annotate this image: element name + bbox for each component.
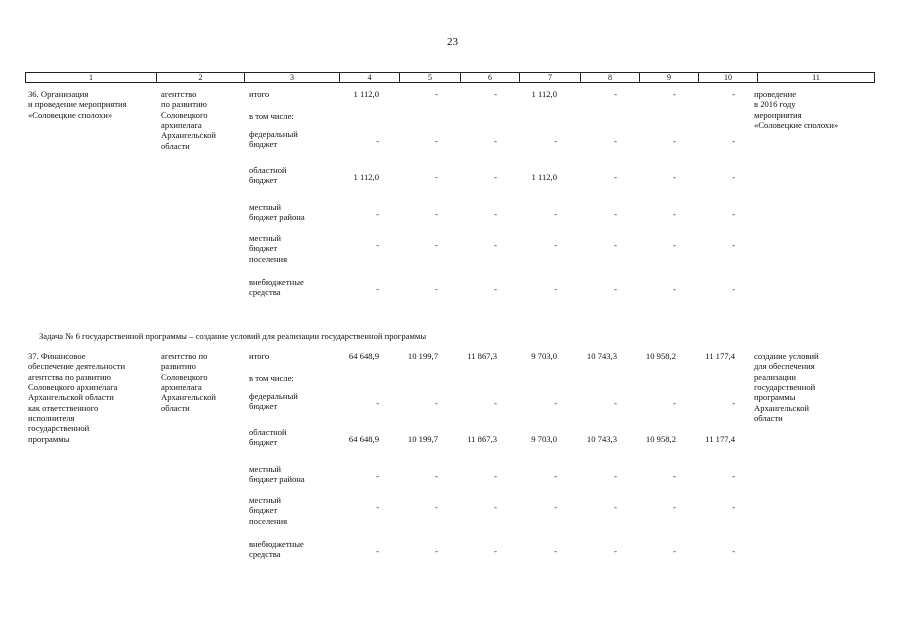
funding-value: - bbox=[435, 89, 438, 99]
funding-value: - bbox=[554, 398, 557, 408]
funding-value: - bbox=[435, 240, 438, 250]
funding-source-label: местный бюджет района bbox=[249, 202, 305, 223]
funding-value: 11 867,3 bbox=[467, 351, 497, 361]
column-number: 11 bbox=[758, 73, 875, 83]
funding-value: 1 112,0 bbox=[531, 89, 557, 99]
column-number: 3 bbox=[245, 73, 340, 83]
funding-value: - bbox=[732, 240, 735, 250]
funding-value: - bbox=[673, 471, 676, 481]
funding-value: 10 958,2 bbox=[645, 434, 676, 444]
funding-value: - bbox=[376, 284, 379, 294]
funding-value: - bbox=[494, 546, 497, 556]
funding-value: - bbox=[614, 502, 617, 512]
funding-value: 11 177,4 bbox=[705, 351, 735, 361]
column-number: 10 bbox=[699, 73, 758, 83]
funding-value: - bbox=[554, 471, 557, 481]
funding-value: - bbox=[494, 398, 497, 408]
funding-value: - bbox=[435, 398, 438, 408]
funding-value: - bbox=[614, 136, 617, 146]
funding-value: - bbox=[494, 172, 497, 182]
column-number: 1 bbox=[26, 73, 157, 83]
funding-value: - bbox=[732, 209, 735, 219]
funding-value: 11 177,4 bbox=[705, 434, 735, 444]
funding-source-label: местный бюджет поселения bbox=[249, 233, 288, 264]
funding-value: 10 743,3 bbox=[586, 434, 617, 444]
funding-value: - bbox=[494, 284, 497, 294]
funding-value: - bbox=[435, 546, 438, 556]
funding-value: - bbox=[614, 240, 617, 250]
task-heading: Задача № 6 государственной программы – создание условий для реализации государственной программы bbox=[39, 331, 427, 341]
funding-value: 10 199,7 bbox=[407, 434, 438, 444]
funding-value: - bbox=[673, 209, 676, 219]
funding-value: - bbox=[614, 471, 617, 481]
funding-value: - bbox=[614, 89, 617, 99]
funding-value: - bbox=[376, 398, 379, 408]
funding-value: - bbox=[673, 172, 676, 182]
funding-value: - bbox=[494, 209, 497, 219]
funding-value: - bbox=[554, 209, 557, 219]
funding-value: - bbox=[376, 546, 379, 556]
column-number-header bbox=[25, 72, 875, 83]
funding-value: - bbox=[732, 398, 735, 408]
executor-name: агентство по развитию Соловецкого архипелага Архангельской области bbox=[161, 89, 216, 151]
funding-source-label: местный бюджет района bbox=[249, 464, 305, 485]
column-number: 9 bbox=[640, 73, 699, 83]
funding-value: - bbox=[554, 240, 557, 250]
funding-source-label: областной бюджет bbox=[249, 165, 287, 186]
funding-value: - bbox=[494, 89, 497, 99]
funding-value: - bbox=[614, 284, 617, 294]
funding-value: 11 867,3 bbox=[467, 434, 497, 444]
executor-name: агентство по развитию Соловецкого архипелага Архангельской области bbox=[161, 351, 216, 413]
funding-value: - bbox=[435, 209, 438, 219]
funding-value: - bbox=[435, 284, 438, 294]
funding-value: - bbox=[376, 240, 379, 250]
funding-value: - bbox=[494, 502, 497, 512]
column-number: 4 bbox=[340, 73, 400, 83]
funding-value: - bbox=[732, 172, 735, 182]
funding-value: - bbox=[732, 136, 735, 146]
funding-value: 9 703,0 bbox=[531, 351, 557, 361]
funding-source-label: местный бюджет поселения bbox=[249, 495, 288, 526]
funding-value: 1 112,0 bbox=[353, 172, 379, 182]
column-number: 6 bbox=[461, 73, 520, 83]
funding-value: 9 703,0 bbox=[531, 434, 557, 444]
funding-value: - bbox=[673, 502, 676, 512]
funding-value: - bbox=[435, 136, 438, 146]
funding-value: - bbox=[494, 136, 497, 146]
funding-value: - bbox=[673, 136, 676, 146]
funding-value: - bbox=[673, 240, 676, 250]
funding-value: 1 112,0 bbox=[531, 172, 557, 182]
expected-result: создание условий для обеспечения реализации государственной программы Архангельской области bbox=[754, 351, 819, 423]
funding-value: - bbox=[435, 471, 438, 481]
funding-source-label: внебюджетные средства bbox=[249, 277, 304, 298]
funding-value: - bbox=[732, 284, 735, 294]
funding-value: - bbox=[554, 502, 557, 512]
funding-source-label: внебюджетные средства bbox=[249, 539, 304, 560]
funding-value: 64 648,9 bbox=[348, 434, 379, 444]
measure-name: 36. Организация и проведение мероприятия «Соловецкие сполохи» bbox=[28, 89, 127, 120]
funding-value: - bbox=[376, 209, 379, 219]
funding-source-label: в том числе: bbox=[249, 111, 294, 121]
expected-result: проведение в 2016 году мероприятия «Соловецкие сполохи» bbox=[754, 89, 839, 130]
funding-value: - bbox=[376, 136, 379, 146]
funding-value: - bbox=[554, 284, 557, 294]
funding-source-label: итого bbox=[249, 89, 270, 99]
funding-value: 64 648,9 bbox=[348, 351, 379, 361]
funding-value: - bbox=[732, 546, 735, 556]
column-number: 8 bbox=[581, 73, 640, 83]
funding-source-label: федеральный бюджет bbox=[249, 129, 298, 150]
funding-value: 10 958,2 bbox=[645, 351, 676, 361]
funding-value: - bbox=[732, 471, 735, 481]
funding-value: 10 743,3 bbox=[586, 351, 617, 361]
funding-value: 10 199,7 bbox=[407, 351, 438, 361]
funding-value: - bbox=[376, 471, 379, 481]
funding-value: - bbox=[494, 471, 497, 481]
funding-value: - bbox=[732, 89, 735, 99]
funding-value: - bbox=[614, 546, 617, 556]
funding-value: - bbox=[614, 172, 617, 182]
column-number: 7 bbox=[520, 73, 581, 83]
funding-value: - bbox=[673, 89, 676, 99]
funding-value: - bbox=[435, 172, 438, 182]
funding-source-label: в том числе: bbox=[249, 373, 294, 383]
measure-name: 37. Финансовое обеспечение деятельности агентства по развитию Соловецкого архипелага Архангельской области как ответственного исполнителя государственной программы bbox=[28, 351, 126, 444]
column-number: 5 bbox=[400, 73, 461, 83]
column-number: 2 bbox=[157, 73, 245, 83]
page-number: 23 bbox=[447, 36, 458, 48]
funding-value: - bbox=[673, 284, 676, 294]
funding-source-label: федеральный бюджет bbox=[249, 391, 298, 412]
funding-value: - bbox=[732, 502, 735, 512]
funding-value: - bbox=[435, 502, 438, 512]
funding-value: - bbox=[554, 136, 557, 146]
funding-value: - bbox=[614, 398, 617, 408]
funding-value: - bbox=[494, 240, 497, 250]
funding-value: - bbox=[554, 546, 557, 556]
funding-value: - bbox=[673, 546, 676, 556]
funding-value: - bbox=[614, 209, 617, 219]
funding-source-label: итого bbox=[249, 351, 270, 361]
funding-value: 1 112,0 bbox=[353, 89, 379, 99]
funding-source-label: областной бюджет bbox=[249, 427, 287, 448]
funding-value: - bbox=[673, 398, 676, 408]
funding-value: - bbox=[376, 502, 379, 512]
